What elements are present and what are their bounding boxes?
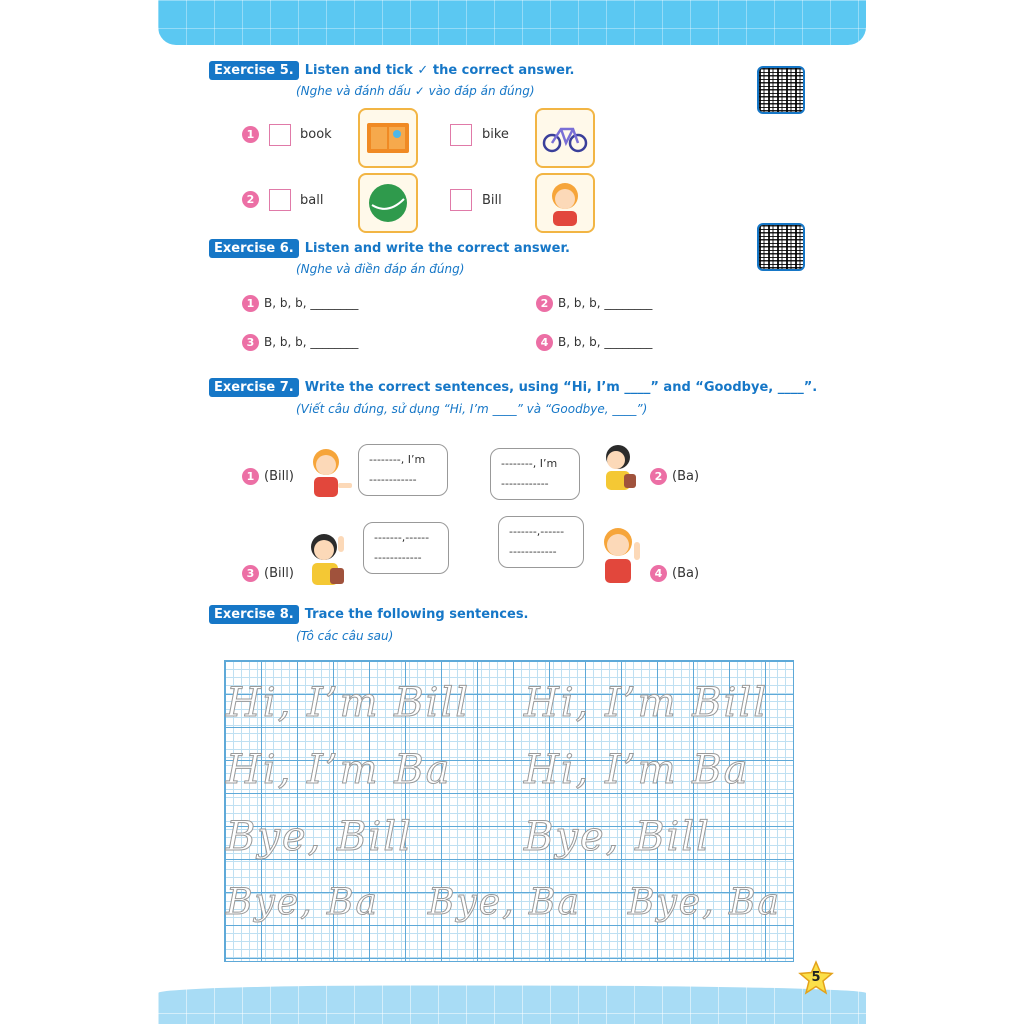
bubble-line: ------------ [501, 477, 549, 490]
exercise8-title: Trace the following sentences. [304, 607, 529, 622]
trace-sentence: Bye, Ba [226, 882, 379, 923]
exercise5-title: Listen and tick ✓ the correct answer. [304, 63, 575, 78]
exercise7-title: Write the correct sentences, using “Hi, I’m ____” and “Goodbye, ____”. [304, 380, 818, 395]
trace-sentence: Bye, Ba [428, 882, 581, 923]
character-name: (Ba) [672, 566, 700, 581]
exercise5-header [209, 61, 574, 80]
bubble-line: ------------ [369, 473, 417, 486]
boy-ba-icon [596, 442, 642, 492]
fill-line[interactable]: B, b, b, ________ [264, 296, 359, 310]
exercise5-tag: Exercise 5. [209, 61, 299, 80]
speech-bubble[interactable] [498, 516, 584, 568]
character-name: (Ba) [672, 469, 700, 484]
exercise6-tag: Exercise 6. [209, 239, 299, 258]
bill-image [535, 173, 595, 233]
boy-bill-icon [541, 178, 589, 228]
trace-sentence: Hi, I’m Bill [226, 680, 471, 726]
boy-ba-icon [302, 530, 352, 588]
top-banner [158, 0, 866, 45]
exercise7-subtitle: (Viết câu đúng, sử dụng “Hi, I’m ____” và “Goodbye, ____”) [296, 402, 648, 416]
item-number: 2 [536, 295, 553, 312]
checkbox-bike[interactable] [450, 124, 472, 146]
bubble-line: ------------ [374, 551, 422, 564]
trace-sentence: Bye, Bill [226, 814, 413, 860]
speech-bubble[interactable] [490, 448, 580, 500]
bike-icon [541, 121, 589, 155]
exercise5-subtitle: (Nghe và đánh dấu ✓ vào đáp án đúng) [296, 84, 535, 98]
trace-sentence: Hi, I’m Ba [524, 747, 750, 793]
boy-bill-icon [594, 524, 650, 586]
bubble-line: -------,------ [509, 525, 565, 538]
checkbox-bill[interactable] [450, 189, 472, 211]
checkbox-ball[interactable] [269, 189, 291, 211]
bubble-line: ------------ [509, 545, 557, 558]
fill-line[interactable]: B, b, b, ________ [264, 335, 359, 349]
book-image [358, 108, 418, 168]
checkbox-book[interactable] [269, 124, 291, 146]
item-number: 3 [242, 334, 259, 351]
character-name: (Bill) [264, 566, 294, 581]
exercise8-header [209, 605, 529, 624]
item-number: 2 [242, 191, 259, 208]
item-number: 1 [242, 295, 259, 312]
boy-bill-icon [302, 445, 354, 499]
character-name: (Bill) [264, 469, 294, 484]
exercise8-subtitle: (Tô các câu sau) [296, 629, 394, 643]
speech-bubble[interactable] [358, 444, 448, 496]
book-icon [365, 119, 411, 157]
exercise6-header [209, 239, 570, 258]
page-number: 5 [811, 970, 821, 985]
trace-sentence: Bye, Ba [628, 882, 781, 923]
ball-icon [366, 181, 410, 225]
exercise6-subtitle: (Nghe và điền đáp án đúng) [296, 262, 465, 276]
exercise8-tag: Exercise 8. [209, 605, 299, 624]
bottom-banner [158, 985, 866, 1024]
item-number: 3 [242, 565, 259, 582]
item-number: 4 [536, 334, 553, 351]
bike-image [535, 108, 595, 168]
bubble-line: -------,------ [374, 531, 430, 544]
bubble-line: --------, I’m [369, 453, 426, 466]
word-ball: ball [300, 193, 324, 208]
exercise7-header [209, 378, 817, 397]
exercise6-title: Listen and write the correct answer. [304, 241, 570, 256]
item-number: 4 [650, 565, 667, 582]
item-number: 2 [650, 468, 667, 485]
item-number: 1 [242, 468, 259, 485]
exercise7-tag: Exercise 7. [209, 378, 299, 397]
qr-code-icon[interactable] [757, 66, 805, 114]
trace-sentence: Hi, I’m Ba [226, 747, 452, 793]
word-bike: bike [482, 127, 509, 142]
fill-line[interactable]: B, b, b, ________ [558, 335, 653, 349]
fill-line[interactable]: B, b, b, ________ [558, 296, 653, 310]
item-number: 1 [242, 126, 259, 143]
bubble-line: --------, I’m [501, 457, 558, 470]
trace-sentence: Hi, I’m Bill [524, 680, 769, 726]
ball-image [358, 173, 418, 233]
trace-sentence: Bye, Bill [524, 814, 711, 860]
speech-bubble[interactable] [363, 522, 449, 574]
word-bill: Bill [482, 193, 502, 208]
word-book: book [300, 127, 332, 142]
qr-code-icon[interactable] [757, 223, 805, 271]
